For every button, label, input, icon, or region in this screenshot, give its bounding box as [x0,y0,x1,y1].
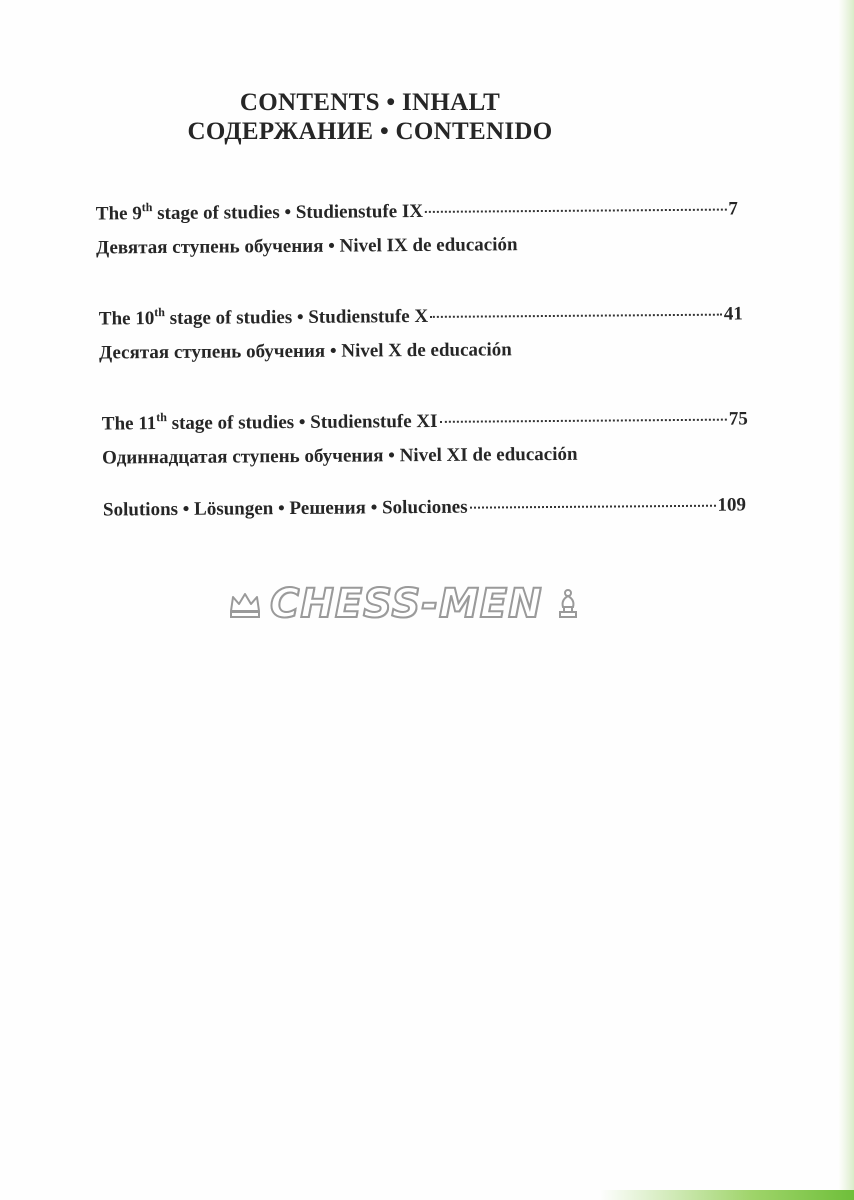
toc-line [96,198,738,225]
toc-entry-label: The 9th stage of studies • Studienstufe IX [95,200,424,225]
toc-page-number: 7 [728,198,738,220]
crown-icon [228,587,262,621]
page-edge-bottom [600,1190,854,1200]
toc-entry-label: The 10th stage of studies • Studienstufe X [98,305,429,330]
toc-line [99,303,743,330]
toc-entry-label: Solutions • Lösungen • Решения • Soluciones [102,496,468,521]
toc-line [102,408,748,435]
toc-page-number: 109 [717,494,747,516]
toc-entry-subtitle: Девятая ступень обучения • Nivel IX de educación [96,234,518,259]
toc-entry-subtitle: Одиннадцатая ступень обучения • Nivel XI de educación [102,443,578,469]
toc-leader-dots [430,314,722,318]
toc-entry-stage-10 [99,303,743,364]
toc-entry-subtitle: Десятая ступень обучения • Nivel X de educación [99,339,512,364]
toc-page-number: 41 [723,303,743,325]
toc-leader-dots [439,419,726,423]
page-edge-right [838,0,854,1200]
toc-leader-dots [470,505,716,509]
toc-line [103,494,746,521]
watermark [228,574,628,634]
toc-entry-solutions [103,494,746,521]
contents-title-line2: СОДЕРЖАНИЕ • CONTENIDO [187,118,553,145]
chess-bishop-icon [551,587,585,621]
toc-entry-stage-11 [102,408,748,469]
toc-leader-dots [425,209,726,213]
toc-page-number: 75 [728,408,748,430]
toc-entry-label: The 11th stage of studies • Studienstufe XI [101,410,438,435]
contents-title-line1: CONTENTS • INHALT [239,89,501,116]
watermark-text: CHESS-MEN [270,581,543,627]
toc-entry-stage-9 [96,198,738,259]
